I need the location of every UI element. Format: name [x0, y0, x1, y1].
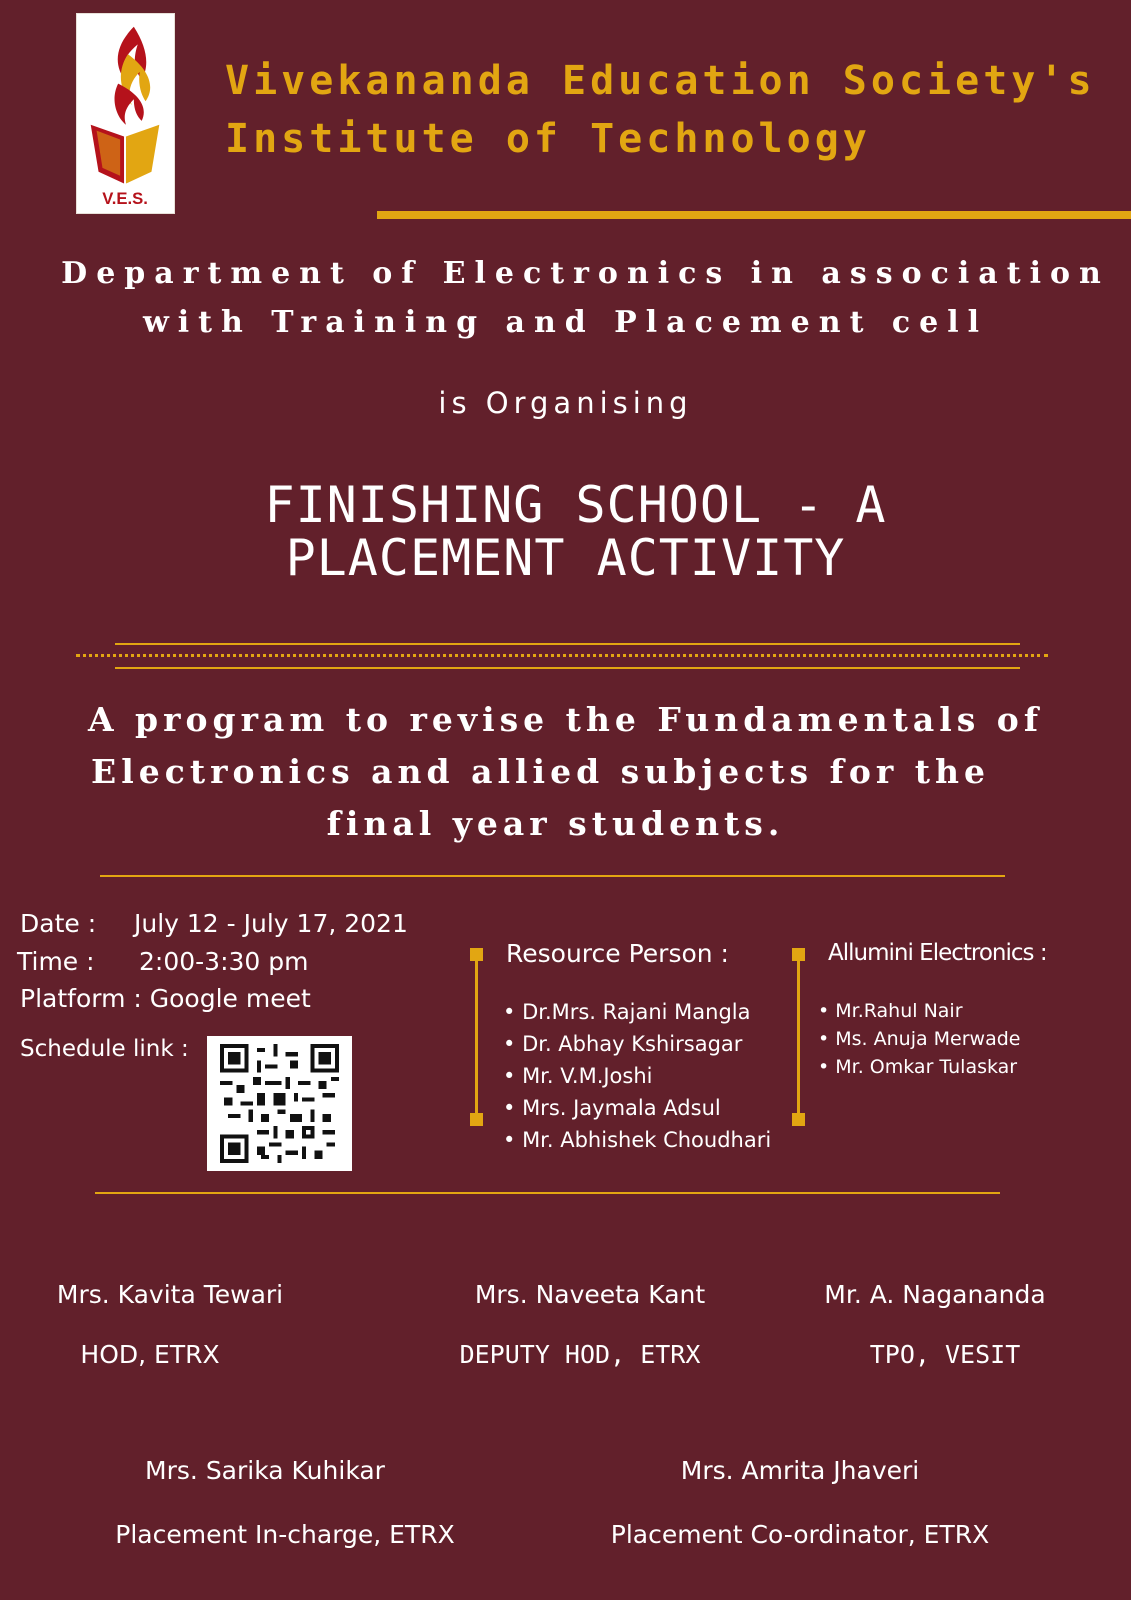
list-item: • Ms. Anuja Merwade — [818, 1028, 1021, 1056]
signatory-role-4: Placement In-charge, ETRX — [115, 1520, 455, 1549]
signatory-role-2: DEPUTY HOD, ETRX — [459, 1340, 701, 1369]
list-item: • Mr. Abhishek Choudhari — [503, 1128, 771, 1160]
list-item: • Mr. Omkar Tulaskar — [818, 1056, 1021, 1084]
ves-logo — [76, 13, 175, 214]
institute-name-line2: Institute of Technology — [225, 116, 871, 162]
list-item: • Mr. V.M.Joshi — [503, 1064, 771, 1096]
description-line1: A program to revise the Fundamentals of — [87, 700, 1044, 739]
list-item: • Dr. Abhay Kshirsagar — [503, 1032, 771, 1064]
qr-code-icon — [215, 1044, 344, 1163]
resource-person-heading: Resource Person : — [506, 939, 729, 968]
resource-vertical-bar — [475, 950, 478, 1120]
title-divider-dotted — [76, 654, 1048, 657]
svg-text:V.E.S.: V.E.S. — [102, 189, 148, 209]
institute-name-line1: Vivekananda Education Society's — [225, 58, 1096, 104]
schedule-link-label: Schedule link : — [20, 1036, 189, 1062]
alumni-list — [818, 1000, 1021, 1084]
resource-bar-bottom-cap — [470, 1113, 483, 1126]
details-divider — [95, 1192, 1000, 1194]
signatory-name-2: Mrs. Naveeta Kant — [474, 1280, 706, 1309]
department-line2: with Training and Placement cell — [142, 305, 989, 340]
signatory-name-4: Mrs. Sarika Kuhikar — [145, 1456, 385, 1485]
signatory-role-3: TPO, VESIT — [869, 1340, 1021, 1369]
list-item: • Dr.Mrs. Rajani Mangla — [503, 1000, 771, 1032]
department-line1: Department of Electronics in association — [61, 256, 1110, 291]
signatory-role-1: HOD, ETRX — [80, 1340, 220, 1369]
alumni-bar-bottom-cap — [792, 1113, 805, 1126]
event-title-line1: FINISHING SCHOOL - A — [264, 476, 887, 534]
signatory-name-3: Mr. A. Nagananda — [824, 1280, 1046, 1309]
date-value: July 12 - July 17, 2021 — [134, 909, 408, 938]
header-divider — [377, 211, 1131, 219]
resource-person-list — [503, 1000, 771, 1160]
list-item: • Mrs. Jaymala Adsul — [503, 1096, 771, 1128]
signatory-name-5: Mrs. Amrita Jhaveri — [680, 1456, 920, 1485]
signatory-name-1: Mrs. Kavita Tewari — [56, 1280, 284, 1309]
time-label: Time : — [17, 947, 95, 976]
list-item: • Mr.Rahul Nair — [818, 1000, 1021, 1028]
description-line3: final year students. — [326, 804, 785, 843]
platform-text: Platform : Google meet — [20, 984, 311, 1013]
signatory-role-5: Placement Co-ordinator, ETRX — [610, 1520, 990, 1549]
description-line2: Electronics and allied subjects for the — [91, 752, 990, 791]
event-title-line2: PLACEMENT ACTIVITY — [285, 529, 846, 587]
time-value: 2:00-3:30 pm — [139, 947, 309, 976]
alumni-heading: Allumini Electronics : — [828, 940, 1047, 966]
title-divider-top — [115, 643, 1020, 645]
title-divider-bottom — [115, 667, 1020, 669]
flame-book-icon — [77, 14, 174, 213]
alumni-vertical-bar — [797, 950, 800, 1120]
schedule-qr-code[interactable] — [207, 1036, 352, 1171]
description-divider — [100, 875, 1005, 877]
organising-text: is Organising — [438, 386, 693, 420]
date-label: Date : — [20, 909, 97, 938]
